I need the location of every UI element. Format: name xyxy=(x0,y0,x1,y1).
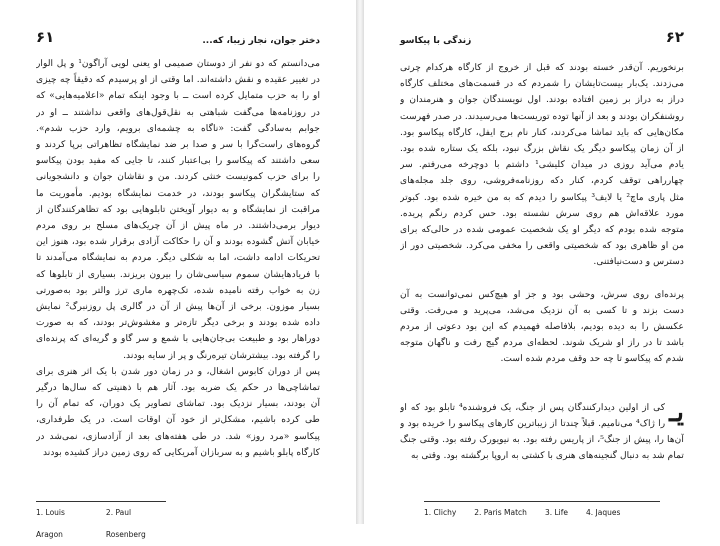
text-line: پیکاسو «مرد روز» شد. در طی هفته‌های بعد از آزادسازی، نمی‌شد در xyxy=(36,430,320,442)
text-line: یادم می‌آید روزی در میدان کلیشی¹ داشتم با دوچرخه می‌رفتم. سر xyxy=(400,159,684,171)
left-page-number: ۶۱ xyxy=(36,28,55,46)
text-line: گروه‌های راست‌گرا با سر و صدا بر ضد نمایشگاه تظاهراتی برپا کردند و xyxy=(36,139,320,151)
text-line: روشنفکران بودند و بعد از آنها توده توریست‌ها می‌رسیدند. در صدر فهرست xyxy=(400,110,684,122)
text-line: کی از اولین دیدارکنندگان پس از جنگ، یک فروشنده⁴ تابلو بود که او xyxy=(400,401,666,413)
right-footnotes xyxy=(424,501,660,524)
text-line: را گرفته بود. بیشترشان تیره‌رنگ و پر از سایه بودند. xyxy=(123,349,320,361)
drop-cap: یـ xyxy=(669,397,684,428)
text-line: زن به خواب رفته نامیده شده، تک‌چهره ماری ترز والتر بود به‌صورتی xyxy=(36,284,320,296)
footnote: 1. Clichy xyxy=(424,508,457,517)
text-line: از آن زمان پیکاسو دیگر یک نقاش بزرگ نبود، بلکه یک ستاره شده بود. xyxy=(400,143,684,155)
text-line: آن‌ها را، پیش از جنگ⁵، از پاریس رفته بود. به نیویورک رفته بود. وقتی جنگ xyxy=(400,434,684,446)
text-line: تمام شد به دنبال گنجینه‌های هنری با کشتی به اروپا برگشته بود. وقتی به xyxy=(410,450,684,462)
left-body-text xyxy=(36,56,320,461)
text-line: من او ظاهری بود که شخصیتی واقعی را مخفی می‌کرد. شخصیتی دور از xyxy=(400,240,684,252)
text-line: چهارراهی توقف کردم، کنار دکه روزنامه‌فروشی، روی جلد مجله‌های xyxy=(400,175,684,187)
text-line: دراز به دراز بر زمین افتاده بودند. اول نویسندگان جوان و هنرمندان و xyxy=(400,94,684,106)
text-line: شدم که پیکاسو تا چه حد وقف مردم شده است. xyxy=(500,353,684,365)
left-running-head xyxy=(36,28,320,46)
text-line: عکسش را به دیده بودیم، بلافاصله فهمیدم که این بود دعوتی از مردم xyxy=(400,321,684,333)
footnote: 2. Paul Rosenberg xyxy=(105,508,146,539)
text-line: خیابان آتش گشوده بودند و آن را حکاکت آزادی برقرار شده بود، هنوز این xyxy=(36,236,320,248)
text-line: جوابم به‌سادگی گفت: «ناگاه به چشمه‌ای برویم، وارد حزب شدم». xyxy=(36,122,320,134)
text-line: باشد تا در راز او شریک شوند. لحظه‌ای مردم گیج رفت و ناگهان متوجه xyxy=(400,337,684,349)
text-line: تحریکات ادامه داشت، اما به شکلی دیگر. مردم به نمایشگاه می‌آمدند تا xyxy=(36,252,320,264)
footnote: 2. Paris Match xyxy=(474,508,527,517)
right-page xyxy=(364,0,720,524)
text-line: پس از دوران کابوس اشغال، و در زمان دور شدن با یک اثر هنری برای xyxy=(36,365,320,377)
left-running-title: دختر جوان، نجار زیبا، که... xyxy=(202,36,320,46)
right-running-head xyxy=(400,28,684,46)
text-line: متوجه شده بودم که دیگر او یک شخصیت عمومی شده در حالی‌که برای xyxy=(400,224,684,236)
text-line: مثل پاری ماچ² یا لایف³ پیکاسو را دیدم که به من خیره شده بود. کبوتر xyxy=(400,191,684,203)
text-line: را ژاک⁴ می‌نامیم. قبلاً چندتا از زیباترین کارهای پیکاسو را خریده بود و xyxy=(400,417,666,429)
text-line: بسیار موزون. برخی از آن‌ها پیش از آن در گالری پل روزنبرگ² نمایش xyxy=(36,301,320,313)
text-line: طی کرده باشیم، مشکل‌تر از خود آن اوقات است. در یک طرفداری، xyxy=(36,414,320,426)
right-paragraph-1 xyxy=(400,60,684,271)
footnote: 3. Life xyxy=(544,508,568,517)
text-line: مورد علاقه‌اش هم روی سرش نشسته بود. حس کردم رنگم پریده. xyxy=(400,207,684,219)
left-footnotes xyxy=(36,501,166,539)
text-line: او را به حزب متمایل کرده است ــ با وجود اینکه تمام «اعلامیه‌هایی» که xyxy=(36,90,320,102)
text-line: آن بودند، بسیار نزدیک بود. تماشای تصاویر یک دوران، که تمام آن را xyxy=(36,398,320,410)
right-paragraph-2 xyxy=(400,287,684,368)
text-line: مراقبت از نمایشگاه و به دیوار آویختن تابلوهایی بود که تظاهرکنندگان از xyxy=(36,203,320,215)
text-line: می‌دانستم که دو نفر از دوستان صمیمی او یعنی لویی آراگون¹ و پل الوار xyxy=(36,58,320,69)
right-page-number: ۶۲ xyxy=(665,28,684,46)
text-line: کارگاه پابلو باشیم و به سربازان آمریکایی که روی زمین دراز کشیده بودند xyxy=(42,446,320,458)
text-line: دسترس و دست‌نیافتنی. xyxy=(593,256,684,268)
text-line: پرنده‌ای روی سرش، وحشی بود و جز او هیچ‌کس نمی‌توانست به آن xyxy=(400,288,684,300)
left-paragraph-2 xyxy=(36,364,320,461)
right-paragraph-3 xyxy=(400,397,684,465)
text-line: در روزنامه‌ها می‌گفت شباهتی به نقل‌قول‌های واقعی نداشتند ــ او در xyxy=(36,106,320,118)
left-paragraph-1 xyxy=(36,56,320,364)
text-line: در تغییر عقیده و نقش داشته‌اند. اما وقتی از او پرسیدم که دقیقاً چه چیزی xyxy=(36,74,320,86)
text-line: مکان‌هایی که باید تماشا می‌کردند، کنار نام برج ایفل، کارگاه پیکاسو بود. xyxy=(400,126,684,138)
text-line: را برای حزب کمونیست خنثی کردند. من و نقاشان جوان و دانشجویانی xyxy=(36,171,320,183)
text-line: سعی داشتند که پیکاسو را بی‌اعتبار کنند، تا جایی که مفید بودن پیکاسو xyxy=(36,155,320,167)
text-line: دوراهار بود و طبیعت بی‌جان‌هایی با شمع و سر گاو و گریه‌ای که پرنده‌ای xyxy=(36,333,320,345)
text-line: داده شده بودند و برخی دیگر تازه‌تر و مغشوش‌تر بودند، که به صورت xyxy=(36,317,320,329)
text-line: با فریادهایشان سموم سیاسی‌شان را بیرون بریزند. بسیاری از تابلوها که xyxy=(36,268,320,280)
text-line: دیوار برمی‌داشتند. در ماه پیش از آن چریک‌های مسلح بر روی مردم xyxy=(36,220,320,232)
text-line: که ستایشگران پیکاسو بودند، در خدمت نمایشگاه بودیم. مأموریت ما xyxy=(36,187,320,199)
book-gutter xyxy=(356,0,364,524)
footnote: 1. Louis Aragon xyxy=(36,508,65,539)
footnote: 4. Jaques xyxy=(586,508,621,517)
right-running-title: زندگی با پیکاسو xyxy=(400,36,472,46)
text-line: برنخوریم. آن‌قدر خسته بودند که قبل از خروج از کارگاه هرکدام چرتی xyxy=(400,62,684,73)
text-line: می‌زدند. یک‌بار بیست‌تایشان را شمردم که در قسمت‌های مختلف کارگاه xyxy=(400,78,684,90)
text-line: تماشاچی‌ها در حکم یک ضربه بود. آثار هم با ذهنیتی که سال‌ها درگیر xyxy=(36,382,320,394)
right-body-text xyxy=(400,60,684,464)
left-page xyxy=(0,0,356,539)
text-line: دست بزند و تا کسی به آن نزدیک می‌شد، می‌پرید و می‌رفت. وقتی xyxy=(400,304,684,316)
